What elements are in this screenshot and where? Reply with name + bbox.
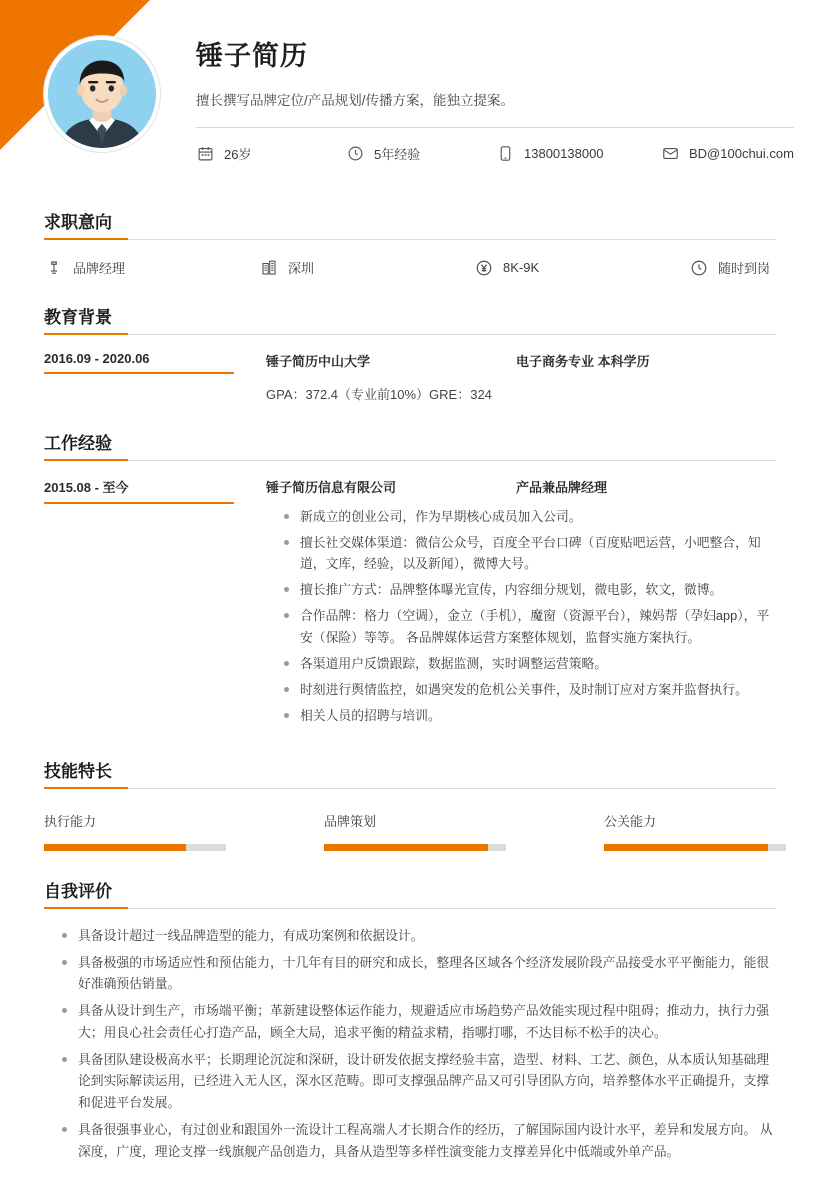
education-line [266,351,776,370]
phone-icon [496,144,515,163]
experience-entry [44,477,776,731]
experience-bullet-list [266,506,776,726]
experience-line [266,477,776,496]
section-education [0,303,820,403]
building-icon [259,258,278,277]
experience-company: 锤子简历信息有限公司 [266,480,397,495]
list-item: 具备很强事业心，有过创业和跟国外一流设计工程高端人才长期合作的经历，了解国际国内设计水平，差异和发展方向。 从深度，广度，理论支撑一线旗舰产品创造力，具备从造型等多样性演变能力支撑差异化中低端或外单产品。 [62,1119,776,1163]
job-intent-row [44,258,776,277]
header-tagline: 擅长撰写品牌定位/产品规划/传播方案，能独立提案。 [196,89,794,128]
calendar-icon [196,144,215,163]
experience-header [44,429,776,461]
experience-role: 产品兼品牌经理 [516,480,608,495]
experience-body [234,477,776,731]
section-title: 工作经验 [44,434,112,453]
meta-phone-text: 13800138000 [524,146,604,161]
list-item: 时刻进行舆情监控，如遇突发的危机公关事件，及时制订应对方案并监督执行。 [284,679,776,700]
section-title: 教育背景 [44,308,112,327]
skill-bar-track [324,844,506,851]
intent-salary-text: 8K-9K [503,260,540,275]
skills-row [44,811,776,851]
skill-bar-fill [324,844,488,851]
intent-city [259,258,474,277]
meta-experience-text: 5年经验 [374,147,421,162]
job-intent-header [44,208,776,240]
self-evaluation-header [44,877,776,909]
experience-date: 2015.08 - 至今 [44,477,234,504]
section-title: 求职意向 [44,213,112,232]
skill-label: 执行能力 [44,813,97,829]
intent-salary [474,258,689,277]
section-experience [0,429,820,731]
skills-header [44,757,776,789]
list-item: 具备从设计到生产，市场端平衡；革新建设整体运作能力，规避适应市场趋势产品效能实现过程中阻碍；推动力，执行力强大；用良心社会责任心打造产品，顾全大局，追求平衡的精益求精，指哪打哪，不达目标不松手的决心。 [62,1000,776,1044]
intent-availability [689,258,770,277]
section-skills [0,757,820,851]
meta-phone [496,144,661,163]
self-evaluation-list [44,925,776,1163]
meta-experience [346,144,496,163]
section-self-evaluation [0,877,820,1197]
avatar [44,36,160,152]
divider [44,334,776,335]
list-item: 具备团队建设极高水平；长期理论沉淀和深研，设计研发依据支撑经验丰富，造型、材料、工艺、颜色，从本质认知基础理论到实际解读运用，已经进入无人区，深水区范畴。即可支撑强品牌产品又可引导团队方向，培养整体水平正确提升，支撑和促进平台发展。 [62,1049,776,1114]
education-body [234,351,776,403]
avatar-image [44,36,160,152]
list-item: 合作品牌：格力（空调），金立（手机），魔窗（资源平台），辣妈帮（孕妇app），平安（保险）等等。 各品牌媒体运营方案整体规划，监督实施方案执行。 [284,605,776,647]
meta-email-text: BD@100chui.com [689,146,794,161]
list-item: 各渠道用户反馈跟踪，数据监测，实时调整运营策略。 [284,653,776,674]
intent-city-text: 深圳 [288,261,315,276]
email-icon [661,144,680,163]
skill-item [44,811,324,851]
clock-icon [346,144,365,163]
section-title: 技能特长 [44,761,112,781]
skill-bar-track [604,844,786,851]
skill-item [604,811,820,851]
clock-icon [689,258,708,277]
divider [44,239,776,240]
yen-icon [474,258,493,277]
resume-header [0,0,820,182]
skill-label: 品牌策划 [324,813,377,829]
divider [44,908,776,909]
meta-age [196,144,346,163]
skill-item [324,811,604,851]
meta-age-text: 26岁 [224,147,252,162]
education-major: 电子商务专业 本科学历 [516,354,650,369]
meta-email [661,144,794,163]
list-item: 具备极强的市场适应性和预估能力，十几年有目的研究和成长，整理各区域各个经济发展阶段产品接受水平平衡能力，能很好准确预估销量。 [62,952,776,996]
section-job-intent [0,208,820,277]
education-school: 锤子简历中山大学 [266,354,371,369]
intent-position-text: 品牌经理 [73,261,126,276]
divider [44,460,776,461]
list-item: 具备设计超过一线品牌造型的能力，有成功案例和依据设计。 [62,925,776,947]
education-entry [44,351,776,403]
education-header [44,303,776,335]
skill-bar-fill [44,844,186,851]
list-item: 擅长推广方式：品牌整体曝光宣传，内容细分规划，微电影，软文，微博。 [284,579,776,600]
skill-label: 公关能力 [604,813,657,829]
list-item: 新成立的创业公司，作为早期核心成员加入公司。 [284,506,776,527]
divider [44,788,776,789]
education-date: 2016.09 - 2020.06 [44,351,234,374]
education-detail: GPA：372.4（专业前10%）GRE：324 [266,387,492,402]
page-title: 锤子简历 [196,41,308,71]
skill-bar-fill [604,844,768,851]
header-meta-row [196,144,794,163]
intent-availability-text: 随时到岗 [718,261,771,276]
list-item: 擅长社交媒体渠道：微信公众号，百度全平台口碑（百度贴吧运营，小吧整合，知道，文库，经验，以及新闻），微博大号。 [284,532,776,574]
male-avatar-illustration [48,40,156,148]
skill-bar-track [44,844,226,851]
list-item: 相关人员的招聘与培训。 [284,705,776,726]
section-title: 自我评价 [44,881,112,901]
